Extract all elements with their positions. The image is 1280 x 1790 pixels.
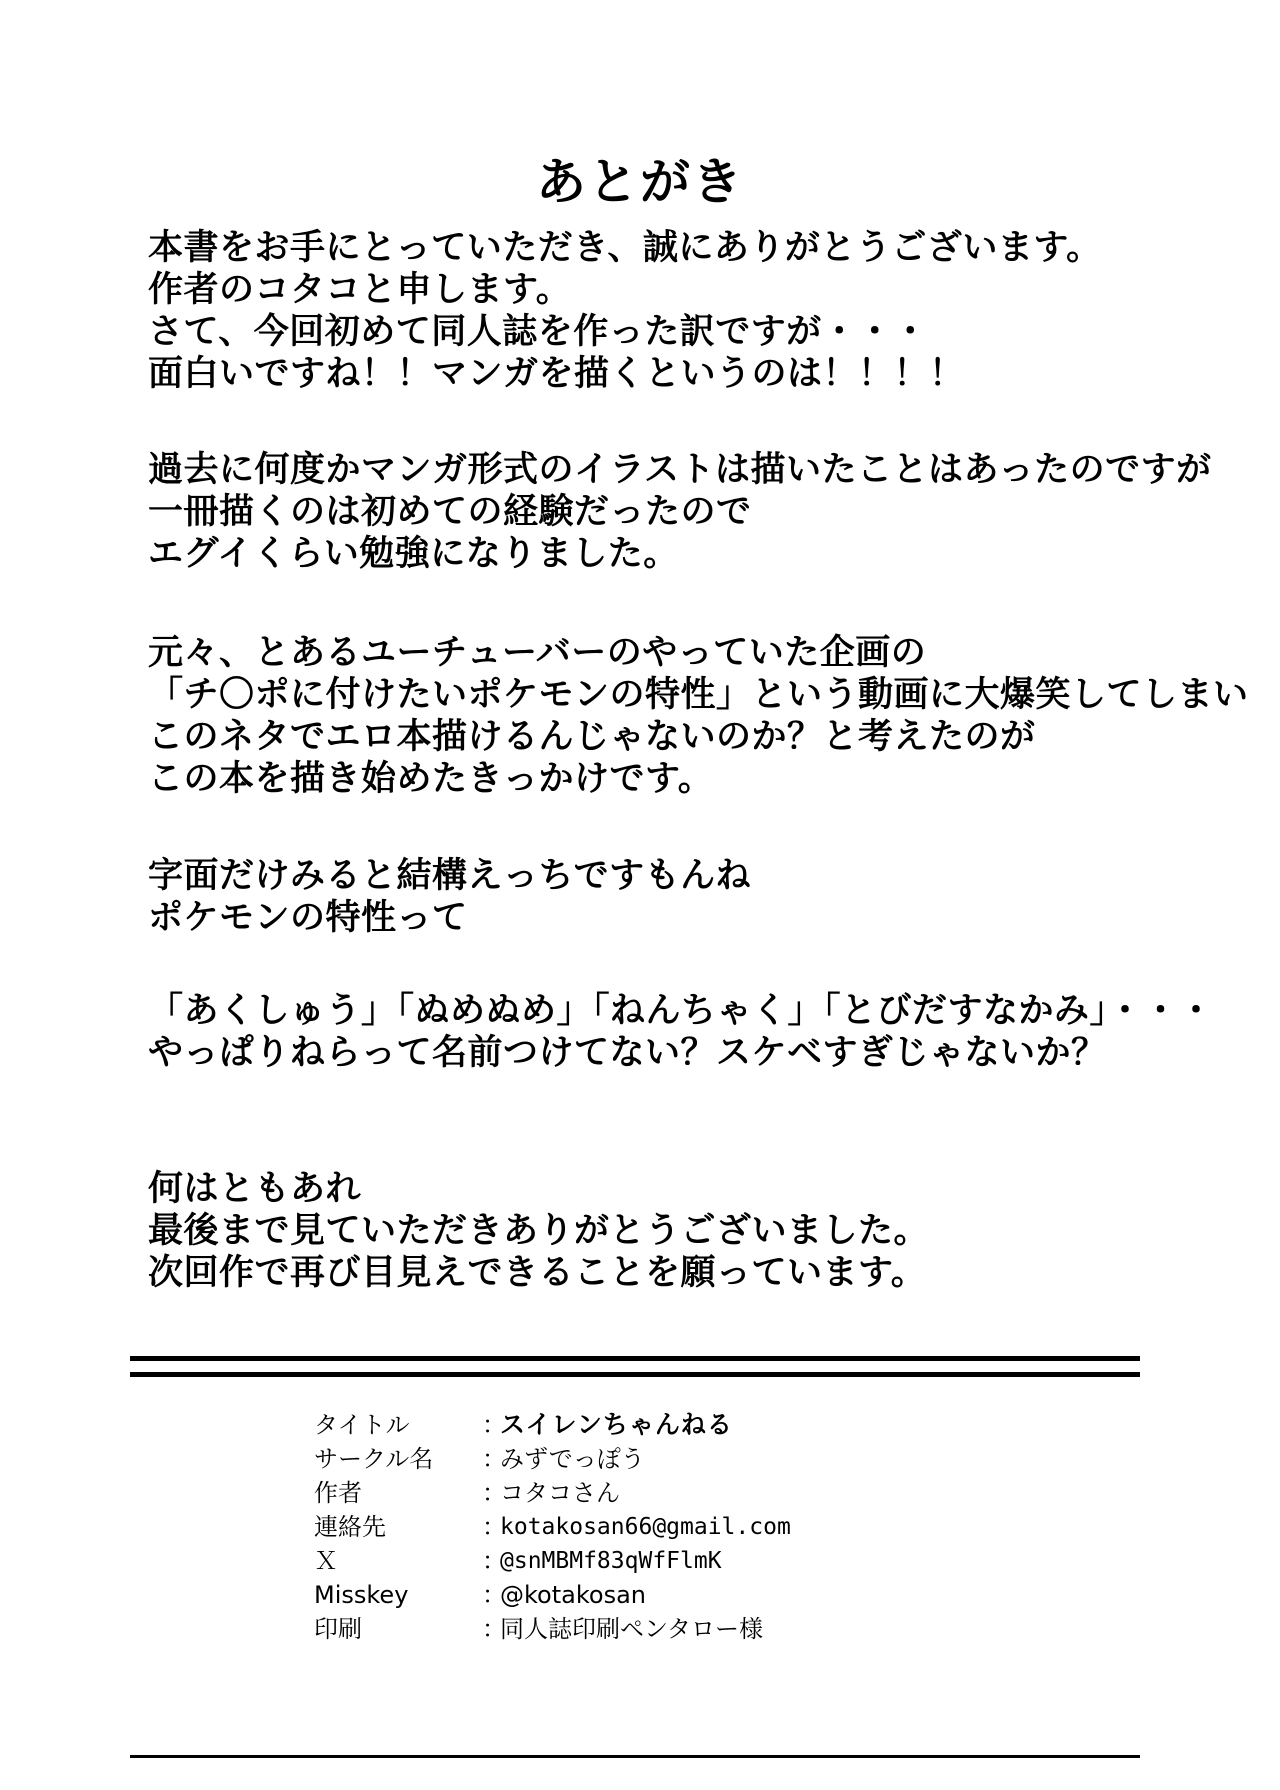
text-line: 過去に何度かマンガ形式のイラストは描いたことはあったのですが [148, 450, 1212, 490]
text-line: 字面だけみると結構えっちですもんね [148, 856, 752, 896]
colophon-label: サークル名 [314, 1445, 434, 1473]
text-line: 本書をお手にとっていただき、誠にありがとうございます。 [148, 228, 1102, 268]
colophon-row-x [314, 1544, 1014, 1578]
paragraph-ability-names [148, 990, 1214, 1074]
paragraph-experience [148, 449, 1212, 575]
colophon-value: コタコさん [500, 1479, 620, 1507]
text-line: さて、今回初めて同人誌を作った訳ですが・・・ [148, 312, 929, 352]
colophon-row-title [314, 1408, 1014, 1442]
colophon-row-printer [314, 1612, 1014, 1646]
text-line: 次回作で再び目見えできることを願っています。 [148, 1253, 927, 1293]
page-title: あとがき [536, 152, 744, 211]
text-line: 「チ〇ポに付けたいポケモンの特性」という動画に大爆笑してしまい [148, 675, 1249, 715]
text-line: エグイくらい勉強になりました。 [148, 534, 679, 574]
colophon-separator: ： [482, 1479, 506, 1507]
text-line: 作者のコタコと申します。 [148, 270, 572, 310]
text-line: このネタでエロ本描けるんじゃないのか？と考えたのが [148, 717, 1036, 757]
paragraph-abilities [148, 855, 751, 939]
text-line: 何はともあれ [148, 1169, 362, 1209]
divider-bottom [130, 1755, 1140, 1758]
text-line: やっぱりねらって名前つけてない？スケベすぎじゃないか？ [148, 1033, 1107, 1073]
colophon-value: 同人誌印刷ペンタロー様 [500, 1615, 764, 1643]
colophon-label: 作者 [314, 1479, 362, 1507]
colophon-row-author [314, 1476, 1014, 1510]
paragraph-closing [148, 1168, 929, 1294]
colophon-value: スイレンちゃんねる [500, 1410, 733, 1439]
colophon-label: 連絡先 [314, 1513, 386, 1541]
text-line: 元々、とあるユーチューバーのやっていた企画の [148, 633, 927, 673]
text-line: 面白いですね！！マンガを描くというのは！！！！ [148, 354, 965, 394]
colophon-separator: ： [482, 1547, 506, 1575]
text-line: ポケモンの特性って [148, 898, 468, 938]
colophon-label: タイトル [314, 1411, 410, 1439]
text-line: 最後まで見ていただきありがとうございました。 [148, 1211, 930, 1251]
paragraph-origin [148, 632, 1249, 800]
colophon-x-handle[interactable]: @snMBMf83qWfFlmK [500, 1548, 722, 1574]
colophon-separator: ： [482, 1615, 506, 1643]
colophon-label: 印刷 [314, 1615, 362, 1643]
colophon [314, 1408, 1014, 1646]
divider-top-upper [130, 1356, 1140, 1361]
colophon-separator: ： [482, 1581, 506, 1609]
colophon-separator: ： [482, 1411, 506, 1439]
colophon-value: みずでっぽう [500, 1445, 645, 1473]
text-line: 一冊描くのは初めての経験だったので [148, 492, 752, 532]
colophon-separator: ： [482, 1445, 506, 1473]
colophon-misskey-handle[interactable]: @kotakosan [500, 1581, 646, 1609]
colophon-email-link[interactable]: kotakosan66@gmail.com [500, 1514, 791, 1540]
colophon-separator: ： [482, 1513, 506, 1541]
colophon-row-contact [314, 1510, 1014, 1544]
divider-top-lower [130, 1372, 1140, 1377]
colophon-row-circle [314, 1442, 1014, 1476]
paragraph-greeting [148, 227, 1102, 395]
text-line: この本を描き始めたきっかけです。 [148, 759, 714, 799]
text-line: 「あくしゅう」「ぬめぬめ」「ねんちゃく」「とびだすなかみ」・・・ [148, 991, 1215, 1031]
colophon-row-misskey [314, 1578, 1014, 1612]
colophon-label: Ｘ [314, 1547, 338, 1575]
colophon-label: Misskey [314, 1581, 409, 1609]
